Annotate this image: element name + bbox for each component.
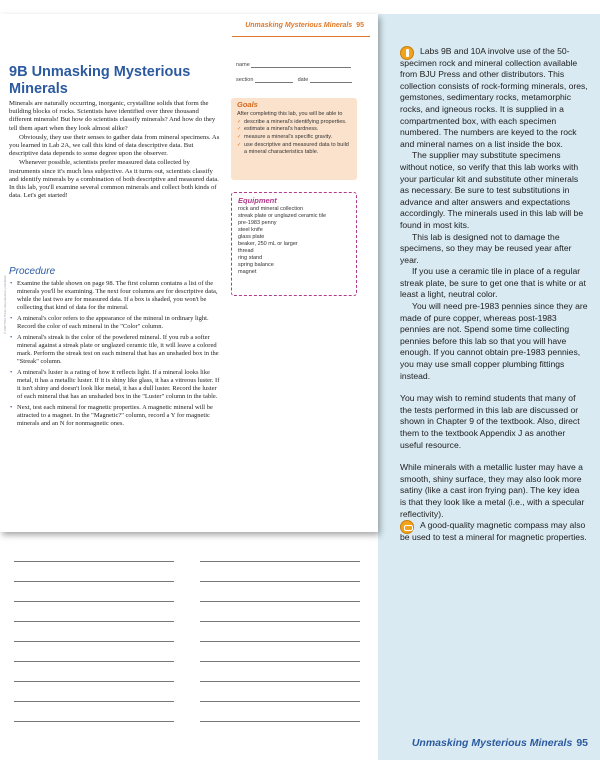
note-line (14, 602, 174, 622)
equipment-item: magnet (238, 269, 257, 275)
teacher-note: The supplier may substitute specimens without notice, so verify that this lab works with your particular kit and substitute other minerals as necessary. Be sure to test substitutions in advance and alter answers and expectations accordingly. The minerals used in this lab will be found in most kits. (400, 150, 584, 230)
equipment-item: glass plate (238, 234, 265, 240)
teacher-notes-top (400, 46, 588, 531)
note-line (200, 662, 360, 682)
procedure-step: • A mineral's streak is the color of the powdered mineral. If you rub a softer mineral against a streak plate or unglazed ceramic tile, it will leave a colored mark. Perform the streak test on each mineral that has an unshaded box in the "Streak" column. (9, 334, 222, 366)
notes-lines-right (200, 542, 360, 722)
equipment-title: Equipment (238, 196, 277, 205)
name-section-date-fields (236, 62, 352, 92)
procedure-step: • Next, test each mineral for magnetic properties. A magnetic mineral will be attracted to a magnet. In the "Magnetic?" column, record a Y for magnetic minerals and an N for nonmagnetic ones. (9, 404, 222, 428)
procedure-step: • A mineral's luster is a rating of how it reflects light. If a mineral looks like metal, it has a metallic luster. If it is shiny like glass, it has a vitreous luster. If it isn't shiny and doesn't look like metal, it has a dull luster. Record the luster of each mineral that has an unshaded box in the "Luster" column in the table. (9, 369, 222, 401)
lab-intro (9, 100, 222, 200)
teacher-notes-bottom (400, 520, 588, 554)
note-line (14, 542, 174, 562)
name-label: name (236, 62, 250, 68)
note-line (14, 662, 174, 682)
equipment-box (231, 192, 357, 296)
teacher-note: Labs 9B and 10A involve use of the 50-specimen rock and mineral collection available from BJU Press and other distributors. This collection consists of rock-forming minerals, ores, gemstones, sedimentary rocks, metamorphic rocks, and igneous rocks. It is supplied in a compartmented box, with each specimen numbered. The numbers are keyed to the rock and mineral names on a list inside the box. (400, 46, 588, 149)
goal-item: ✓ describe a mineral's identifying properties. (237, 119, 351, 126)
student-page-number: 95 (356, 22, 364, 29)
note-line (14, 622, 174, 642)
note-line (200, 642, 360, 662)
page-footer (412, 737, 588, 749)
intro-paragraph: Minerals are naturally occurring, inorganic, crystalline solids that form the building blocks of rocks. Scientists have identified over three thousand different minerals! But how do scientists classify minerals? And how do they tell them apart when they look almost alike? (9, 100, 216, 132)
procedure-list (9, 280, 222, 431)
copyright-edge-text: © 2007 BJU Press. Reproduction prohibited. (3, 274, 7, 334)
note-line (200, 582, 360, 602)
note-line (200, 682, 360, 702)
note-line (200, 602, 360, 622)
goal-item: ✓ measure a mineral's specific gravity. (237, 134, 351, 141)
note-line (200, 702, 360, 722)
equipment-item: steel knife (238, 227, 263, 233)
date-label: date (297, 77, 309, 83)
equipment-item: rock and mineral collection (238, 206, 304, 212)
teacher-note: A good-quality magnetic compass may also be used to test a mineral for magnetic properties. (400, 520, 587, 542)
teacher-note: You will need pre-1983 pennies since they are made of pure copper, whereas post-1983 pennies are not. Spend some time collecting pennies before this lab so that you will have enough. If you cannot obtain pre-1983 pennies, you may use small copper plumbing fittings instead. (400, 301, 588, 381)
teacher-note: If you use a ceramic tile in place of a regular streak plate, be sure to get one that is white or at least a light, neutral color. (400, 266, 586, 300)
equipment-item: pre-1983 penny (238, 220, 277, 226)
intro-paragraph: Whenever possible, scientists prefer measured data collected by instruments since it's much less subjective. As it turns out, scientists classify and identify minerals by a combination of both descriptive and measured data. In this lab, you'll examine several common minerals and collect both kinds of data. Let's get started! (9, 159, 219, 200)
equipment-item: thread (238, 248, 254, 254)
procedure-heading: Procedure (9, 266, 56, 277)
footer-title: Unmasking Mysterious Minerals (411, 737, 573, 749)
note-line (14, 582, 174, 602)
teacher-note: This lab is designed not to damage the specimens, so they may be reused year after year. (400, 231, 572, 265)
lab-title: 9B Unmasking Mysterious Minerals (9, 64, 191, 97)
note-line (14, 702, 174, 722)
equipment-item: spring balance (238, 262, 274, 268)
section-line (255, 77, 293, 83)
note-line (14, 562, 174, 582)
note-line (200, 542, 360, 562)
student-lab-page (0, 14, 378, 532)
goals-box (231, 98, 357, 180)
date-line (310, 77, 352, 83)
intro-paragraph: Obviously, they use their senses to gather data from mineral specimens. As you learned in Lab 2A, we call this kind of data descriptive data. But descriptive data depends to some degree upon the observer. (9, 133, 220, 158)
goal-item: ✓ use descriptive and measured data to build a mineral characteristics table. (237, 142, 351, 156)
goal-item: ✓ estimate a mineral's hardness. (237, 126, 351, 133)
section-label: section (236, 77, 254, 83)
running-head: Unmasking Mysterious Minerals 95 (245, 22, 364, 29)
teacher-note: You may wish to remind students that many of the tests performed in this lab are discussed or shown in Chapter 9 of the textbook. Also, direct them to the textbook Appendix J as another useful resource. (400, 393, 580, 450)
header-rule (232, 36, 370, 37)
teacher-note: While minerals with a metallic luster may have a smooth, shiny surface, they may also look more satiny (like a cast iron frying pan). The key idea is that they look like a metal (i.e., with a specular reflectivity). (400, 462, 585, 519)
equipment-item: beaker, 250 mL or larger (238, 241, 298, 247)
note-line (14, 642, 174, 662)
procedure-step: • Examine the table shown on page 98. The first column contains a list of the minerals you'll be examining. The next four columns are for descriptive data, while the last two are for measured data. If a box is shaded, you won't be collecting that kind of data for the mineral. (9, 280, 222, 312)
note-line (200, 562, 360, 582)
note-line (14, 682, 174, 702)
notes-lines-left (14, 542, 174, 722)
procedure-step: • A mineral's color refers to the appearance of the mineral in ordinary light. Record the color of each mineral in the "Color" column. (9, 315, 222, 331)
equipment-item: streak plate or unglazed ceramic tile (238, 213, 327, 219)
goals-intro: After completing this lab, you will be able to (237, 110, 343, 117)
footer-page-number: 95 (576, 737, 588, 749)
note-line (200, 622, 360, 642)
goals-title: Goals (237, 100, 258, 109)
name-line (251, 62, 351, 68)
equipment-item: ring stand (238, 255, 263, 261)
